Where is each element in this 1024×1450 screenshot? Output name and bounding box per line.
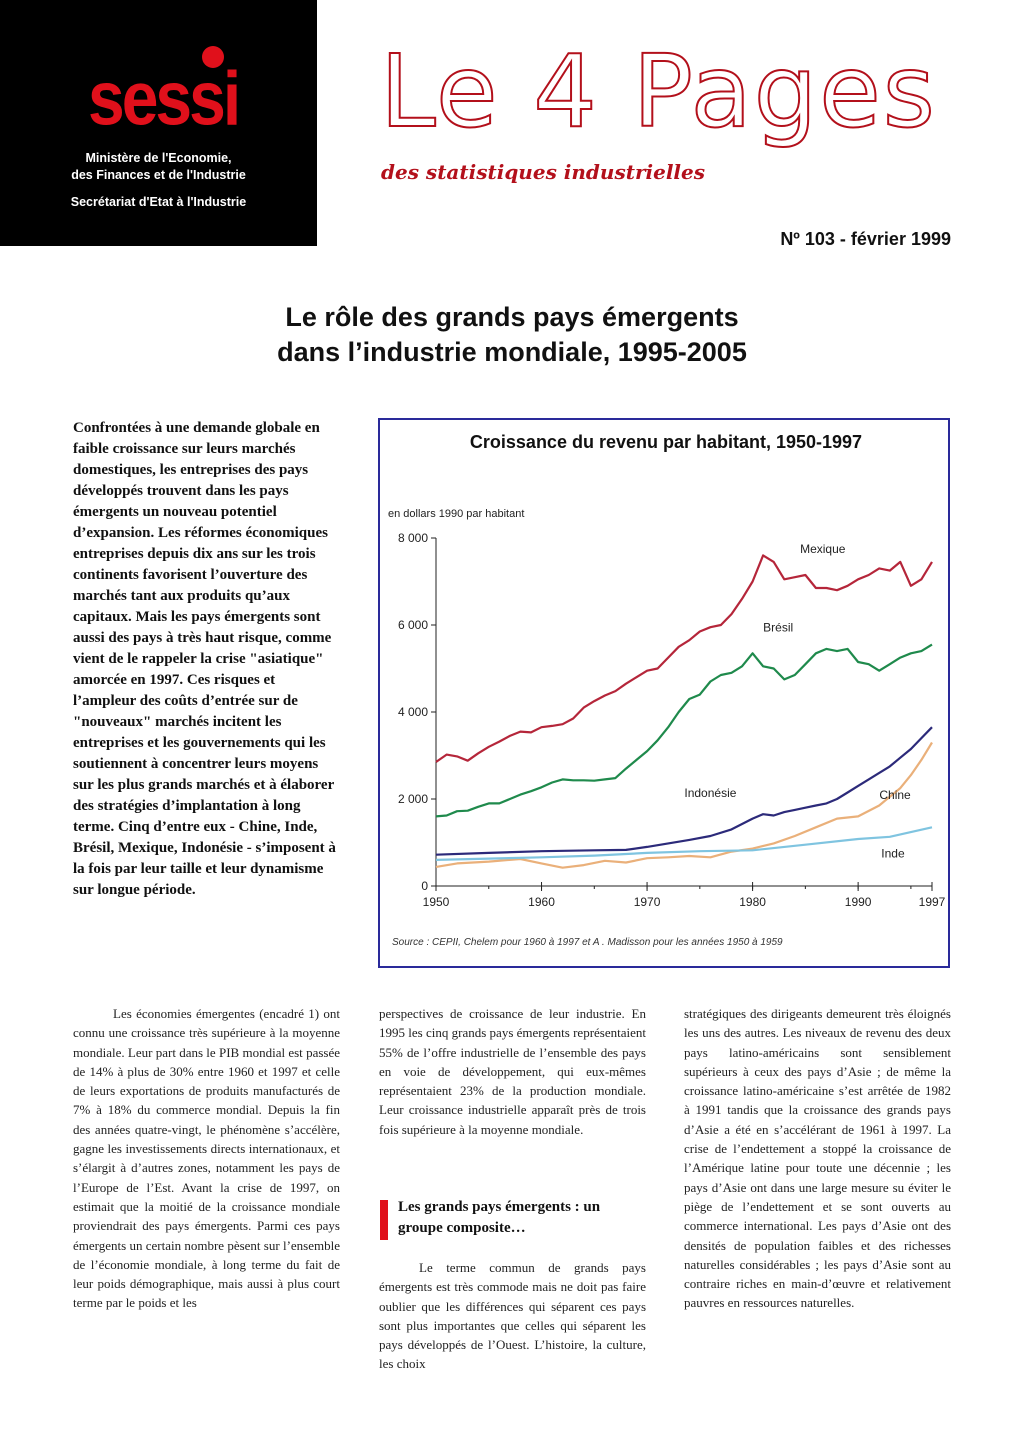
chart-title: Croissance du revenu par habitant, 1950-1997 — [469, 432, 863, 452]
y-tick-label: 4 000 — [397, 705, 428, 719]
ministry-name — [0, 150, 317, 184]
x-tick-label: 1980 — [739, 895, 766, 909]
x-tick-label: 1990 — [844, 895, 872, 909]
series-line-mexique — [436, 555, 932, 762]
body-column-1: Les économies émergentes (encadré 1) ont connu une croissance très supérieure à la moyenne mondiale. Leur part dans le PIB mondial est passée de 14% à plus de 30% entre 1960 et 1997 et celle de leurs exportations de produits manufacturés de 7% à 18% du commerce mondial. Depuis la fin des années quatre-vingt, le phénomène s’accélère, gagne les investissements directs internationaux, et s’élargit à d’autres zones, notamment les pays de l’Europe de l’Est. Avant la crise de 1997, on estimait que la moitié de la croissance mondiale proviendrait des pays émergents. Parmi ces pays émergents un certain nombre pèsent sur l’ensemble de l’économie mondiale, à long terme du fait de leur poids démographique, mais aussi à plus court terme par le poids et les — [73, 1006, 340, 1311]
x-tick-label: 1960 — [528, 895, 555, 909]
article-title-line-1: Le rôle des grands pays émergents — [285, 302, 739, 332]
series-label: Brésil — [763, 620, 794, 635]
article-title-line-2: dans l’industrie mondiale, 1995-2005 — [277, 337, 747, 367]
x-tick-label: 1997 — [918, 895, 946, 909]
series-label: Inde — [881, 846, 905, 861]
line-chart — [380, 420, 948, 966]
series-label: Chine — [879, 788, 911, 802]
y-tick-label: 0 — [421, 879, 428, 893]
chart-source: Source : CEPII, Chelem pour 1960 à 1997 et A . Madisson pour les années 1950 à 1959 — [392, 937, 783, 948]
y-tick-label: 8 000 — [397, 531, 428, 545]
sessi-logo: sessi — [88, 55, 239, 141]
series-line-chine — [436, 743, 932, 868]
y-tick-label: 2 000 — [397, 792, 428, 806]
x-tick-label: 1970 — [633, 895, 661, 909]
y-tick-label: 6 000 — [397, 618, 428, 632]
chart-frame — [378, 418, 950, 968]
ministry-line-1: Ministère de l'Economie, — [85, 151, 232, 165]
masthead-title: Le 4 Pages — [380, 33, 937, 150]
article-title — [0, 300, 1024, 370]
y-axis-label: en dollars 1990 par habitant — [388, 508, 525, 520]
ministry-line-2: des Finances et de l'Industrie — [71, 168, 246, 182]
x-tick-label: 1950 — [422, 895, 450, 909]
section-heading-text: Les grands pays émergents : un groupe composite… — [398, 1199, 601, 1236]
secretariat-name: Secrétariat d'Etat à l'Industrie — [70, 195, 247, 209]
body-column-2-top: perspectives de croissance de leur industrie. En 1995 les cinq grands pays émergents représentaient 55% de l’offre industrielle de l’ensemble des pays en voie de développement, qui eux-mêmes représentaient 23% de la production mondiale. Leur croissance industrielle apparaît près de trois fois supérieure à la moyenne mondiale. — [379, 1006, 646, 1137]
series-label: Indonésie — [684, 785, 737, 800]
body-column-2-bottom: Le terme commun de grands pays émergents est très commode mais ne doit pas faire oublier que les différences qui séparent ces pays sont plus importantes que celles qui séparent les pays développés de l’Ouest. L’histoire, la culture, les choix — [379, 1260, 646, 1372]
masthead-subtitle: des statistiques industrielles — [381, 160, 705, 184]
header-logo-box — [0, 0, 317, 246]
series-label: Mexique — [800, 542, 846, 557]
issue-number: Nº 103 - février 1999 — [780, 229, 951, 249]
heading-red-bar — [380, 1200, 388, 1240]
intro-paragraph: Confrontées à une demande globale en faible croissance sur leurs marchés domestiques, les entreprises des pays développés trouvent dans les pays émergents un nouveau potentiel d’expansion. Les réformes économiques entreprises depuis dix ans sur les trois continents favorisent l’ouverture des marchés tant aux produits qu’aux capitaux. Mais les pays émergents sont aussi des pays à très haut risque, comme vient de le rappeler la crise "asiatique" amorcée en 1997. Ces risques et l’ampleur des coûts d’entrée sur de "nouveaux" marchés incitent les entreprises et les gouvernements qui les soutiennent à concentrer leurs moyens sur les plus grands marchés et à élaborer des stratégies d’implantation à long terme. Cinq d’entre eux - Chine, Inde, Brésil, Mexique, Indonésie - s’imposent à la fois par leur taille et leur dynamisme sur longue période. — [73, 420, 336, 898]
body-column-3: stratégiques des dirigeants demeurent très éloignés les uns des autres. Les niveaux de revenu des deux pays latino-américains sont sensiblement supérieurs à ceux des pays d’Asie ; de même la croissance latino-américaine s’est arrêtée de 1982 à 1991 tandis que la croissance des grands pays d’Asie a été en s’accélérant de 1961 à 1997. La crise de l’endettement a stoppé la croissance de l’Amérique latine pour toute une décennie ; les pays d’Asie ont dans une large mesure su éviter le piège de l’endettement et se sont ouverts au commerce international. Les pays d’Asie ont des densités de population faibles et des richesses naturelles considérables ; les pays d’Asie sont au contraire riches en main-d’œuvre et relativement pauvres en ressources naturelles. — [684, 1006, 951, 1311]
series-line-inde — [436, 827, 932, 860]
